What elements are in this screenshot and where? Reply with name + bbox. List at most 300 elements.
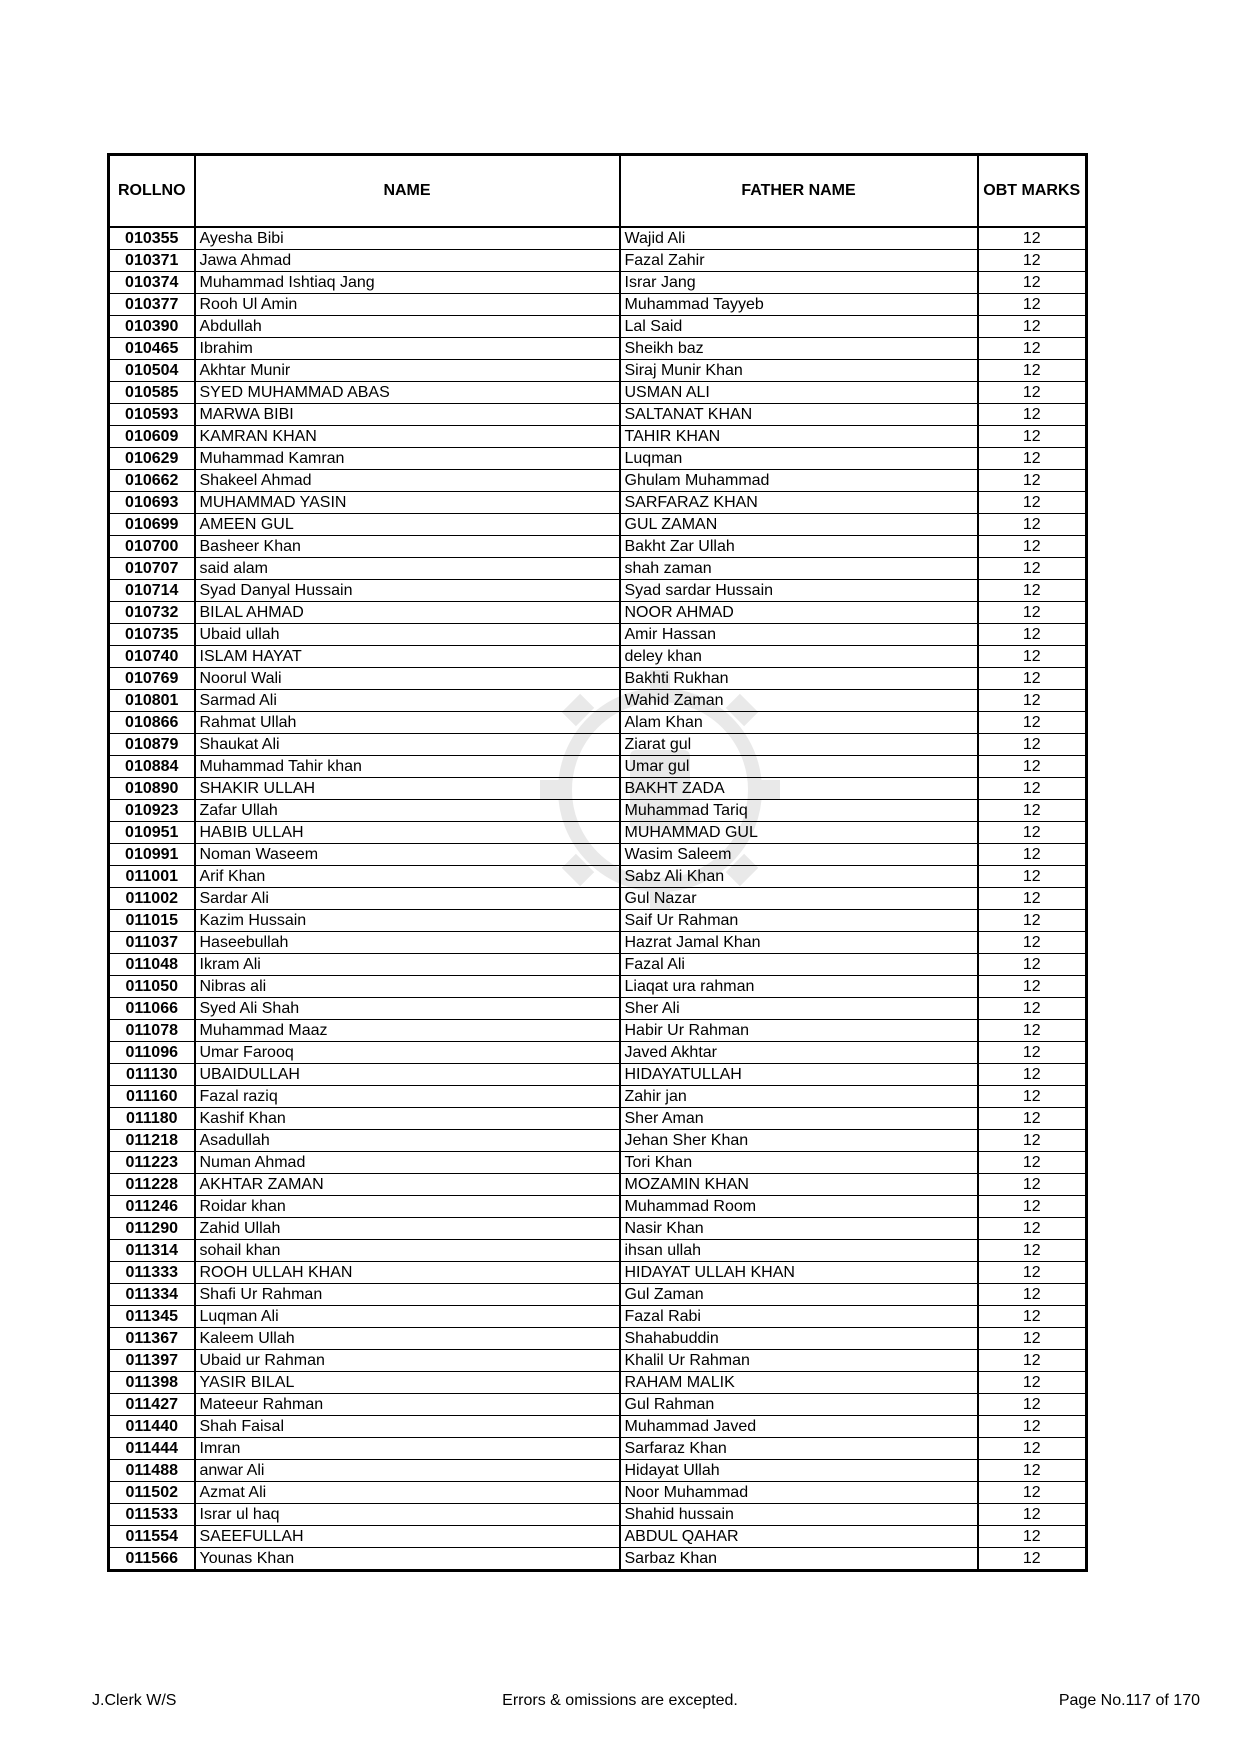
marks-cell: 12 xyxy=(978,1482,1087,1504)
table-row xyxy=(109,1482,1087,1504)
table-row xyxy=(109,734,1087,756)
table-row xyxy=(109,602,1087,624)
father-name-cell: Zahir jan xyxy=(620,1086,978,1108)
rollno-cell: 011096 xyxy=(109,1042,195,1064)
table-row xyxy=(109,426,1087,448)
father-name-cell: SARFARAZ KHAN xyxy=(620,492,978,514)
table-row xyxy=(109,1438,1087,1460)
father-name-cell: deley khan xyxy=(620,646,978,668)
header-rollno: ROLLNO xyxy=(109,155,195,228)
father-name-cell: Bakhti Rukhan xyxy=(620,668,978,690)
father-name-cell: Muhammad Tariq xyxy=(620,800,978,822)
father-name-cell: Habir Ur Rahman xyxy=(620,1020,978,1042)
rollno-cell: 010890 xyxy=(109,778,195,800)
table-row xyxy=(109,492,1087,514)
header-obt-marks: OBT MARKS xyxy=(978,155,1087,228)
name-cell: Ubaid ur Rahman xyxy=(195,1350,620,1372)
father-name-cell: Siraj Munir Khan xyxy=(620,360,978,382)
rollno-cell: 011050 xyxy=(109,976,195,998)
rollno-cell: 011037 xyxy=(109,932,195,954)
marks-cell: 12 xyxy=(978,1548,1087,1571)
name-cell: ROOH ULLAH KHAN xyxy=(195,1262,620,1284)
father-name-cell: Sher Aman xyxy=(620,1108,978,1130)
marks-cell: 12 xyxy=(978,316,1087,338)
name-cell: Israr ul haq xyxy=(195,1504,620,1526)
table-row xyxy=(109,227,1087,250)
table-row xyxy=(109,1526,1087,1548)
father-name-cell: Gul Rahman xyxy=(620,1394,978,1416)
name-cell: Noman Waseem xyxy=(195,844,620,866)
marks-cell: 12 xyxy=(978,1130,1087,1152)
rollno-cell: 011290 xyxy=(109,1218,195,1240)
table-row xyxy=(109,1130,1087,1152)
marks-cell: 12 xyxy=(978,470,1087,492)
rollno-cell: 010951 xyxy=(109,822,195,844)
table-row xyxy=(109,778,1087,800)
rollno-cell: 010355 xyxy=(109,227,195,250)
header-father-name: FATHER NAME xyxy=(620,155,978,228)
name-cell: Asadullah xyxy=(195,1130,620,1152)
table-row xyxy=(109,1020,1087,1042)
father-name-cell: GUL ZAMAN xyxy=(620,514,978,536)
marks-cell: 12 xyxy=(978,1526,1087,1548)
father-name-cell: Lal Said xyxy=(620,316,978,338)
table-row xyxy=(109,866,1087,888)
father-name-cell: Muhammad Tayyeb xyxy=(620,294,978,316)
name-cell: anwar Ali xyxy=(195,1460,620,1482)
father-name-cell: Luqman xyxy=(620,448,978,470)
father-name-cell: Hidayat Ullah xyxy=(620,1460,978,1482)
father-name-cell: SALTANAT KHAN xyxy=(620,404,978,426)
table-row xyxy=(109,1042,1087,1064)
name-cell: YASIR BILAL xyxy=(195,1372,620,1394)
rollno-cell: 011554 xyxy=(109,1526,195,1548)
name-cell: Shakeel Ahmad xyxy=(195,470,620,492)
table-row xyxy=(109,998,1087,1020)
name-cell: Basheer Khan xyxy=(195,536,620,558)
marks-cell: 12 xyxy=(978,1394,1087,1416)
name-cell: Shafi Ur Rahman xyxy=(195,1284,620,1306)
father-name-cell: Sabz Ali Khan xyxy=(620,866,978,888)
rollno-cell: 010699 xyxy=(109,514,195,536)
name-cell: AKHTAR ZAMAN xyxy=(195,1174,620,1196)
rollno-cell: 010707 xyxy=(109,558,195,580)
rollno-cell: 010465 xyxy=(109,338,195,360)
table-row xyxy=(109,1196,1087,1218)
marks-cell: 12 xyxy=(978,1196,1087,1218)
marks-cell: 12 xyxy=(978,1174,1087,1196)
table-row xyxy=(109,470,1087,492)
name-cell: Arif Khan xyxy=(195,866,620,888)
rollno-cell: 011397 xyxy=(109,1350,195,1372)
table-row xyxy=(109,1504,1087,1526)
marks-cell: 12 xyxy=(978,602,1087,624)
table-row xyxy=(109,800,1087,822)
name-cell: Rahmat Ullah xyxy=(195,712,620,734)
name-cell: Ubaid ullah xyxy=(195,624,620,646)
marks-cell: 12 xyxy=(978,844,1087,866)
table-row xyxy=(109,1372,1087,1394)
table-row xyxy=(109,646,1087,668)
marks-cell: 12 xyxy=(978,998,1087,1020)
footer-clerk: J.Clerk W/S xyxy=(92,1692,177,1709)
rollno-cell: 011066 xyxy=(109,998,195,1020)
rollno-cell: 010662 xyxy=(109,470,195,492)
table-row xyxy=(109,514,1087,536)
name-cell: Nibras ali xyxy=(195,976,620,998)
marks-cell: 12 xyxy=(978,1064,1087,1086)
table-row xyxy=(109,1152,1087,1174)
name-cell: Fazal raziq xyxy=(195,1086,620,1108)
father-name-cell: Sheikh baz xyxy=(620,338,978,360)
name-cell: Mateeur Rahman xyxy=(195,1394,620,1416)
marks-cell: 12 xyxy=(978,778,1087,800)
table-row xyxy=(109,932,1087,954)
father-name-cell: Sarfaraz Khan xyxy=(620,1438,978,1460)
name-cell: Noorul Wali xyxy=(195,668,620,690)
table-row xyxy=(109,360,1087,382)
marks-cell: 12 xyxy=(978,1042,1087,1064)
table-row xyxy=(109,558,1087,580)
marks-cell: 12 xyxy=(978,250,1087,272)
father-name-cell: Nasir Khan xyxy=(620,1218,978,1240)
name-cell: HABIB ULLAH xyxy=(195,822,620,844)
name-cell: Kazim Hussain xyxy=(195,910,620,932)
marks-cell: 12 xyxy=(978,558,1087,580)
marks-cell: 12 xyxy=(978,1108,1087,1130)
rollno-cell: 010374 xyxy=(109,272,195,294)
father-name-cell: TAHIR KHAN xyxy=(620,426,978,448)
table-row xyxy=(109,250,1087,272)
father-name-cell: Noor Muhammad xyxy=(620,1482,978,1504)
marks-cell: 12 xyxy=(978,932,1087,954)
rollno-cell: 010884 xyxy=(109,756,195,778)
name-cell: Azmat Ali xyxy=(195,1482,620,1504)
marks-cell: 12 xyxy=(978,1460,1087,1482)
father-name-cell: HIDAYAT ULLAH KHAN xyxy=(620,1262,978,1284)
marks-cell: 12 xyxy=(978,822,1087,844)
rollno-cell: 011566 xyxy=(109,1548,195,1571)
rollno-cell: 010801 xyxy=(109,690,195,712)
name-cell: Syad Danyal Hussain xyxy=(195,580,620,602)
marks-cell: 12 xyxy=(978,227,1087,250)
marks-cell: 12 xyxy=(978,1020,1087,1042)
table-row xyxy=(109,1306,1087,1328)
father-name-cell: Khalil Ur Rahman xyxy=(620,1350,978,1372)
table-row xyxy=(109,844,1087,866)
father-name-cell: Syad sardar Hussain xyxy=(620,580,978,602)
marks-cell: 12 xyxy=(978,1152,1087,1174)
rollno-cell: 011223 xyxy=(109,1152,195,1174)
marks-cell: 12 xyxy=(978,580,1087,602)
father-name-cell: Sarbaz Khan xyxy=(620,1548,978,1571)
table-row xyxy=(109,910,1087,932)
table-row xyxy=(109,1460,1087,1482)
marks-cell: 12 xyxy=(978,668,1087,690)
table-row xyxy=(109,1284,1087,1306)
table-row xyxy=(109,272,1087,294)
marks-cell: 12 xyxy=(978,536,1087,558)
table-row xyxy=(109,1350,1087,1372)
rollno-cell: 011002 xyxy=(109,888,195,910)
marks-cell: 12 xyxy=(978,646,1087,668)
table-body xyxy=(109,227,1087,1571)
table-row xyxy=(109,1262,1087,1284)
name-cell: BILAL AHMAD xyxy=(195,602,620,624)
marks-cell: 12 xyxy=(978,492,1087,514)
father-name-cell: Jehan Sher Khan xyxy=(620,1130,978,1152)
table-row xyxy=(109,1174,1087,1196)
rollno-cell: 010923 xyxy=(109,800,195,822)
table-row xyxy=(109,448,1087,470)
rollno-cell: 011246 xyxy=(109,1196,195,1218)
name-cell: Ayesha Bibi xyxy=(195,227,620,250)
rollno-cell: 011218 xyxy=(109,1130,195,1152)
name-cell: MARWA BIBI xyxy=(195,404,620,426)
father-name-cell: Wahid Zaman xyxy=(620,690,978,712)
marks-cell: 12 xyxy=(978,1350,1087,1372)
rollno-cell: 011130 xyxy=(109,1064,195,1086)
marks-cell: 12 xyxy=(978,448,1087,470)
table-row xyxy=(109,1064,1087,1086)
father-name-cell: Gul Nazar xyxy=(620,888,978,910)
rollno-cell: 010769 xyxy=(109,668,195,690)
father-name-cell: ihsan ullah xyxy=(620,1240,978,1262)
rollno-cell: 011314 xyxy=(109,1240,195,1262)
father-name-cell: Alam Khan xyxy=(620,712,978,734)
table-row xyxy=(109,536,1087,558)
father-name-cell: shah zaman xyxy=(620,558,978,580)
father-name-cell: Liaqat ura rahman xyxy=(620,976,978,998)
marks-cell: 12 xyxy=(978,910,1087,932)
table-row xyxy=(109,1218,1087,1240)
father-name-cell: Wasim Saleem xyxy=(620,844,978,866)
table-row xyxy=(109,690,1087,712)
name-cell: SYED MUHAMMAD ABAS xyxy=(195,382,620,404)
table-row xyxy=(109,756,1087,778)
rollno-cell: 010629 xyxy=(109,448,195,470)
father-name-cell: Fazal Ali xyxy=(620,954,978,976)
marks-cell: 12 xyxy=(978,976,1087,998)
rollno-cell: 011334 xyxy=(109,1284,195,1306)
father-name-cell: Fazal Zahir xyxy=(620,250,978,272)
father-name-cell: USMAN ALI xyxy=(620,382,978,404)
name-cell: Luqman Ali xyxy=(195,1306,620,1328)
marks-cell: 12 xyxy=(978,338,1087,360)
rollno-cell: 010866 xyxy=(109,712,195,734)
father-name-cell: Hazrat Jamal Khan xyxy=(620,932,978,954)
marks-cell: 12 xyxy=(978,1218,1087,1240)
name-cell: Roidar khan xyxy=(195,1196,620,1218)
rollno-cell: 010390 xyxy=(109,316,195,338)
table-row xyxy=(109,404,1087,426)
marks-cell: 12 xyxy=(978,426,1087,448)
marks-cell: 12 xyxy=(978,272,1087,294)
marks-cell: 12 xyxy=(978,1284,1087,1306)
name-cell: Rooh Ul Amin xyxy=(195,294,620,316)
rollno-cell: 010740 xyxy=(109,646,195,668)
father-name-cell: Shahabuddin xyxy=(620,1328,978,1350)
table-row xyxy=(109,1394,1087,1416)
name-cell: Abdullah xyxy=(195,316,620,338)
name-cell: Muhammad Kamran xyxy=(195,448,620,470)
name-cell: Zafar Ullah xyxy=(195,800,620,822)
marks-cell: 12 xyxy=(978,800,1087,822)
table-row xyxy=(109,624,1087,646)
name-cell: said alam xyxy=(195,558,620,580)
father-name-cell: Javed Akhtar xyxy=(620,1042,978,1064)
father-name-cell: Ghulam Muhammad xyxy=(620,470,978,492)
name-cell: SHAKIR ULLAH xyxy=(195,778,620,800)
name-cell: Kaleem Ullah xyxy=(195,1328,620,1350)
name-cell: KAMRAN KHAN xyxy=(195,426,620,448)
table-row xyxy=(109,338,1087,360)
rollno-cell: 011488 xyxy=(109,1460,195,1482)
marks-cell: 12 xyxy=(978,1240,1087,1262)
marks-cell: 12 xyxy=(978,1438,1087,1460)
father-name-cell: MOZAMIN KHAN xyxy=(620,1174,978,1196)
father-name-cell: Bakht Zar Ullah xyxy=(620,536,978,558)
table-row xyxy=(109,1548,1087,1571)
table-row xyxy=(109,316,1087,338)
rollno-cell: 011398 xyxy=(109,1372,195,1394)
name-cell: Ikram Ali xyxy=(195,954,620,976)
marks-cell: 12 xyxy=(978,690,1087,712)
rollno-cell: 010609 xyxy=(109,426,195,448)
rollno-cell: 011001 xyxy=(109,866,195,888)
header-name: NAME xyxy=(195,155,620,228)
rollno-cell: 011048 xyxy=(109,954,195,976)
table-row xyxy=(109,668,1087,690)
name-cell: AMEEN GUL xyxy=(195,514,620,536)
marks-cell: 12 xyxy=(978,888,1087,910)
table-row xyxy=(109,1328,1087,1350)
table-row xyxy=(109,888,1087,910)
rollno-cell: 010700 xyxy=(109,536,195,558)
name-cell: Younas Khan xyxy=(195,1548,620,1571)
rollno-cell: 010732 xyxy=(109,602,195,624)
table-row xyxy=(109,954,1087,976)
father-name-cell: BAKHT ZADA xyxy=(620,778,978,800)
father-name-cell: Umar gul xyxy=(620,756,978,778)
name-cell: Syed Ali Shah xyxy=(195,998,620,1020)
rollno-cell: 011367 xyxy=(109,1328,195,1350)
rollno-cell: 011533 xyxy=(109,1504,195,1526)
table-row xyxy=(109,1086,1087,1108)
father-name-cell: Wajid Ali xyxy=(620,227,978,250)
rollno-cell: 011333 xyxy=(109,1262,195,1284)
rollno-cell: 011015 xyxy=(109,910,195,932)
father-name-cell: NOOR AHMAD xyxy=(620,602,978,624)
marks-cell: 12 xyxy=(978,954,1087,976)
marks-cell: 12 xyxy=(978,624,1087,646)
father-name-cell: Amir Hassan xyxy=(620,624,978,646)
name-cell: UBAIDULLAH xyxy=(195,1064,620,1086)
table-row xyxy=(109,1108,1087,1130)
name-cell: Jawa Ahmad xyxy=(195,250,620,272)
marks-cell: 12 xyxy=(978,1504,1087,1526)
table-row xyxy=(109,712,1087,734)
father-name-cell: Gul Zaman xyxy=(620,1284,978,1306)
marks-cell: 12 xyxy=(978,1416,1087,1438)
rollno-cell: 011440 xyxy=(109,1416,195,1438)
table-row xyxy=(109,822,1087,844)
father-name-cell: Muhammad Javed xyxy=(620,1416,978,1438)
father-name-cell: Ziarat gul xyxy=(620,734,978,756)
name-cell: SAEEFULLAH xyxy=(195,1526,620,1548)
marks-cell: 12 xyxy=(978,734,1087,756)
rollno-cell: 010585 xyxy=(109,382,195,404)
name-cell: ISLAM HAYAT xyxy=(195,646,620,668)
marks-cell: 12 xyxy=(978,866,1087,888)
rollno-cell: 010377 xyxy=(109,294,195,316)
name-cell: Umar Farooq xyxy=(195,1042,620,1064)
father-name-cell: Sher Ali xyxy=(620,998,978,1020)
rollno-cell: 010735 xyxy=(109,624,195,646)
name-cell: Numan Ahmad xyxy=(195,1152,620,1174)
table-row xyxy=(109,1240,1087,1262)
marks-cell: 12 xyxy=(978,712,1087,734)
rollno-cell: 010593 xyxy=(109,404,195,426)
father-name-cell: Muhammad Room xyxy=(620,1196,978,1218)
marks-cell: 12 xyxy=(978,1328,1087,1350)
name-cell: Haseebullah xyxy=(195,932,620,954)
name-cell: Kashif Khan xyxy=(195,1108,620,1130)
father-name-cell: Fazal Rabi xyxy=(620,1306,978,1328)
rollno-cell: 010991 xyxy=(109,844,195,866)
name-cell: Sarmad Ali xyxy=(195,690,620,712)
table-header-row xyxy=(109,155,1087,228)
father-name-cell: MUHAMMAD GUL xyxy=(620,822,978,844)
name-cell: Zahid Ullah xyxy=(195,1218,620,1240)
father-name-cell: Tori Khan xyxy=(620,1152,978,1174)
name-cell: MUHAMMAD YASIN xyxy=(195,492,620,514)
marks-cell: 12 xyxy=(978,404,1087,426)
marks-cell: 12 xyxy=(978,514,1087,536)
results-table xyxy=(107,153,1088,1572)
rollno-cell: 010371 xyxy=(109,250,195,272)
name-cell: Muhammad Ishtiaq Jang xyxy=(195,272,620,294)
marks-cell: 12 xyxy=(978,294,1087,316)
marks-cell: 12 xyxy=(978,360,1087,382)
father-name-cell: Shahid hussain xyxy=(620,1504,978,1526)
marks-cell: 12 xyxy=(978,1086,1087,1108)
father-name-cell: RAHAM MALIK xyxy=(620,1372,978,1394)
rollno-cell: 011502 xyxy=(109,1482,195,1504)
rollno-cell: 011427 xyxy=(109,1394,195,1416)
father-name-cell: Saif Ur Rahman xyxy=(620,910,978,932)
table-row xyxy=(109,382,1087,404)
father-name-cell: ABDUL QAHAR xyxy=(620,1526,978,1548)
marks-cell: 12 xyxy=(978,1262,1087,1284)
rollno-cell: 011160 xyxy=(109,1086,195,1108)
name-cell: Ibrahim xyxy=(195,338,620,360)
name-cell: Akhtar Munir xyxy=(195,360,620,382)
table-row xyxy=(109,294,1087,316)
marks-cell: 12 xyxy=(978,1306,1087,1328)
rollno-cell: 011228 xyxy=(109,1174,195,1196)
rollno-cell: 010714 xyxy=(109,580,195,602)
footer-page-number: Page No.117 of 170 xyxy=(1058,1692,1200,1709)
rollno-cell: 010693 xyxy=(109,492,195,514)
table-row xyxy=(109,1416,1087,1438)
name-cell: Sardar Ali xyxy=(195,888,620,910)
footer-disclaimer: Errors & omissions are excepted. xyxy=(502,1692,738,1709)
name-cell: Shah Faisal xyxy=(195,1416,620,1438)
name-cell: Shaukat Ali xyxy=(195,734,620,756)
rollno-cell: 011345 xyxy=(109,1306,195,1328)
father-name-cell: Israr Jang xyxy=(620,272,978,294)
